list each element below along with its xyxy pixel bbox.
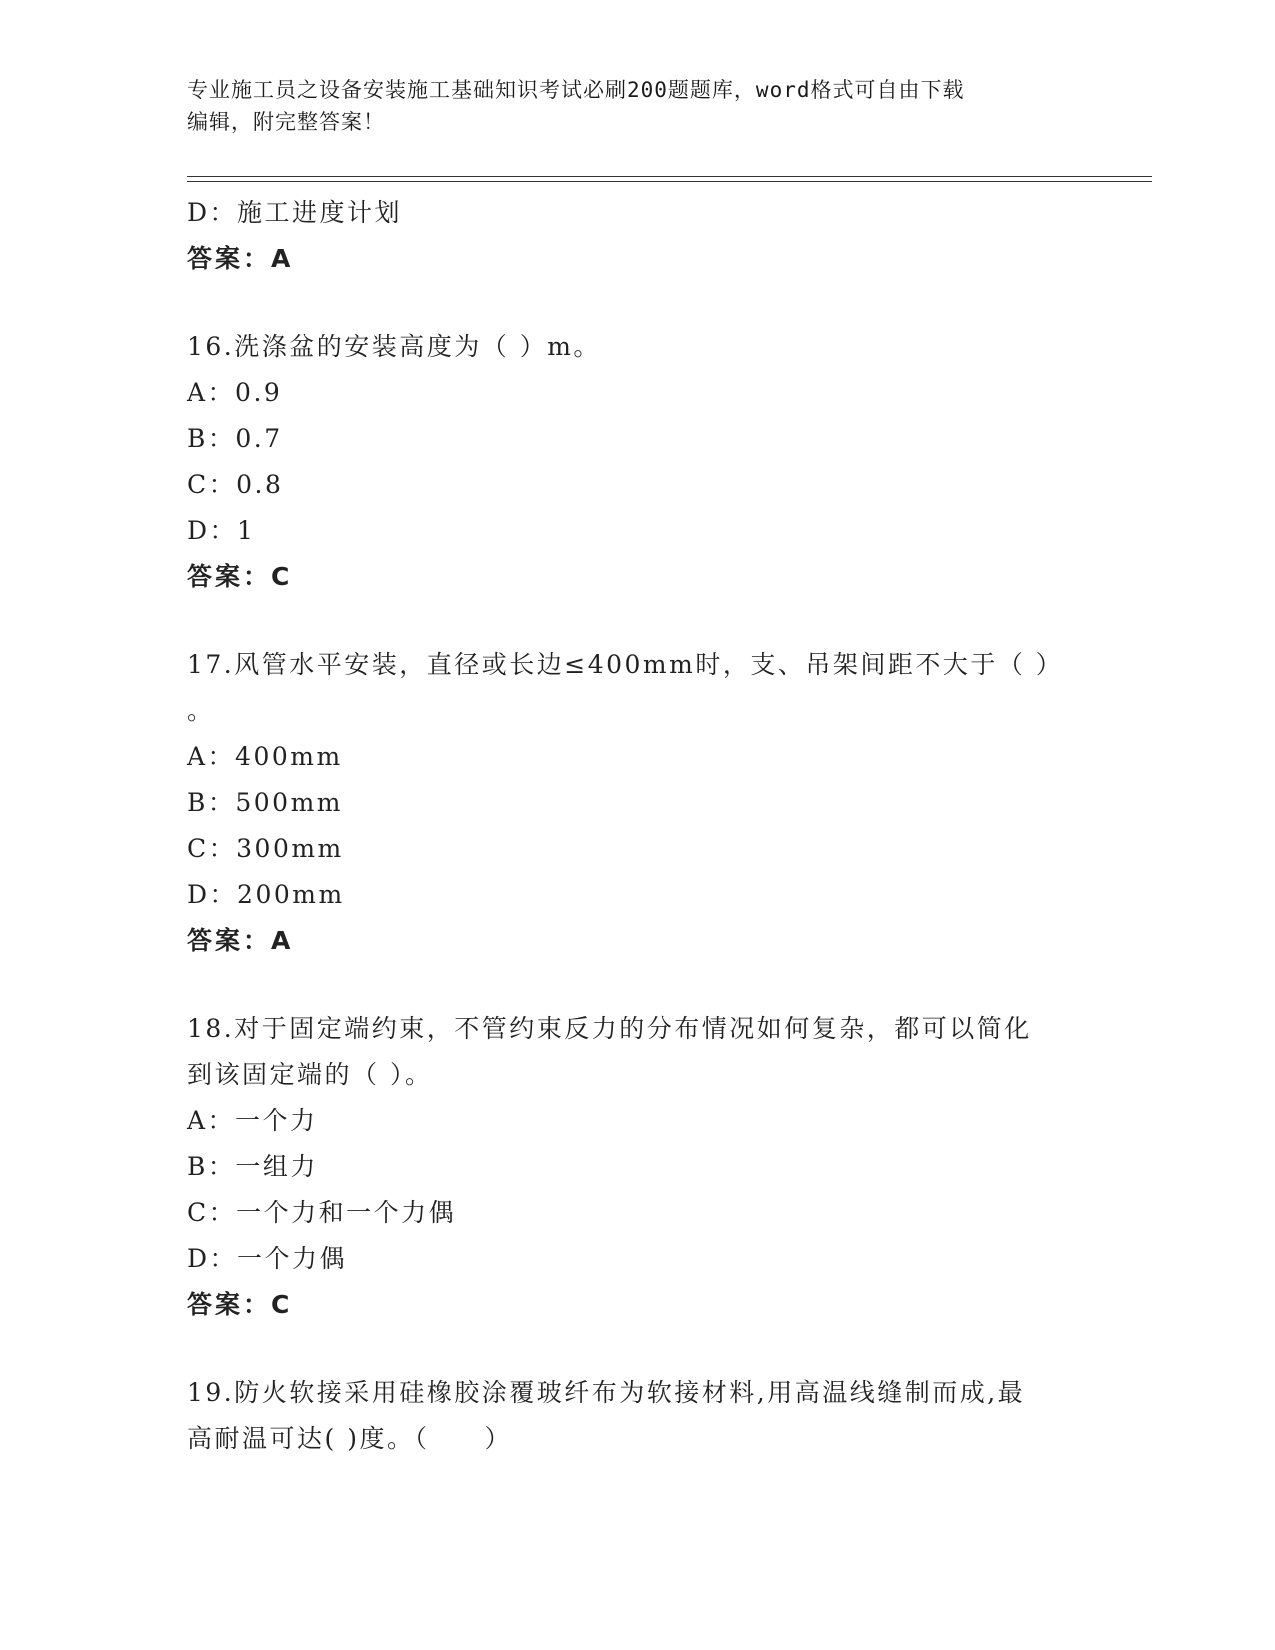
option-a: A：400mm [187,742,343,771]
question-stem: 17.风管水平安装，直径或长边≤400mm时，支、吊架间距不大于（ ） [187,650,1064,679]
question-16 [187,324,1087,600]
document-header [187,74,1087,138]
question-18 [187,1006,1087,1328]
option-d: D：1 [187,516,256,545]
question-stem: 18.对于固定端约束，不管约束反力的分布情况如何复杂，都可以简化 [187,1014,1032,1043]
question-stem-continued: 。 [187,696,215,725]
header-title-line1: 专业施工员之设备安装施工基础知识考试必刷200题题库，word格式可自由下载 [187,78,965,102]
option-c: C：0.8 [187,470,284,499]
answer: 答案：A [187,926,294,955]
question-stem: 16.洗涤盆的安装高度为（ ）m。 [187,332,601,361]
option-c: C：300mm [187,834,344,863]
option-b: B：500mm [187,788,344,817]
header-divider-top [187,176,1152,177]
prev-answer: 答案：A [187,244,294,273]
document-body [187,190,1087,1462]
question-stem-continued: 到该固定端的（ ）。 [187,1060,433,1089]
option-d: D：一个力偶 [187,1244,348,1273]
header-title-line2: 编辑，附完整答案！ [187,110,385,134]
prev-option-d: D：施工进度计划 [187,198,403,227]
answer: 答案：C [187,1290,293,1319]
option-a: A：0.9 [187,378,283,407]
option-b: B：0.7 [187,424,283,453]
option-c: C：一个力和一个力偶 [187,1198,457,1227]
answer: 答案：C [187,562,293,591]
question-stem-continued: 高耐温可达( )度。（ ） [187,1424,512,1453]
option-a: A：一个力 [187,1106,318,1135]
option-b: B：一组力 [187,1152,318,1181]
question-17 [187,642,1087,964]
header-divider-bottom [187,181,1152,182]
option-d: D：200mm [187,880,345,909]
question-19 [187,1370,1087,1462]
question-stem: 19.防火软接采用硅橡胶涂覆玻纤布为软接材料,用高温线缝制而成,最 [187,1378,1026,1407]
